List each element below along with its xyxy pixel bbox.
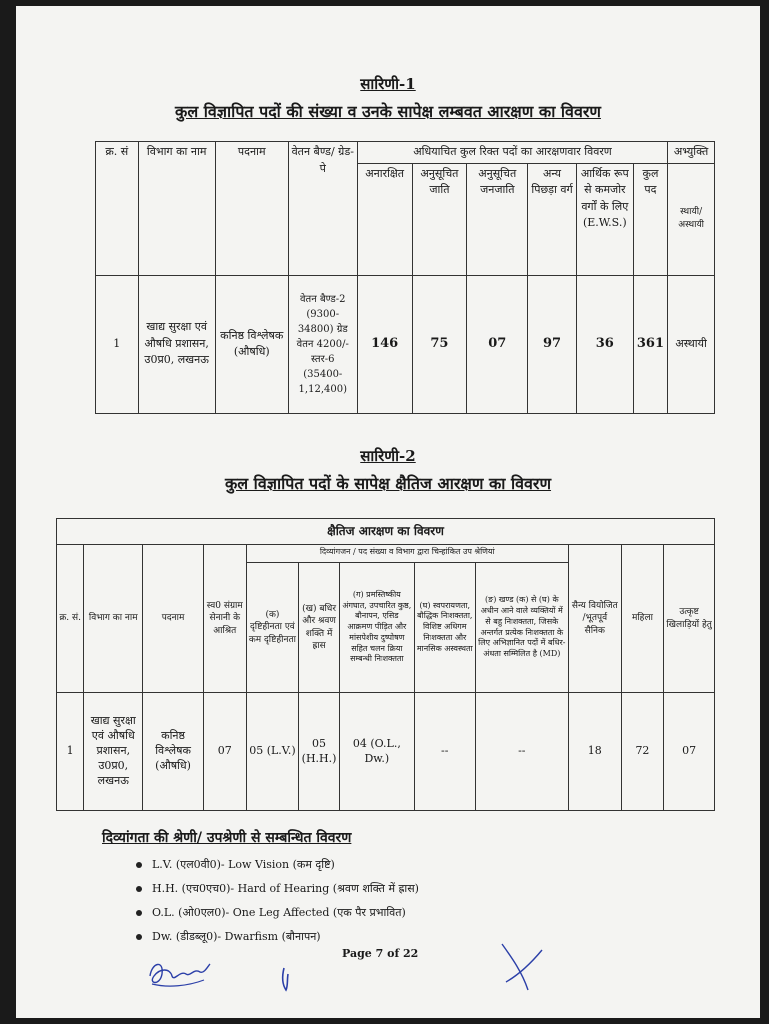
cell2-sports: 07 <box>664 693 715 811</box>
signature-initials-icon <box>144 954 214 994</box>
table1-title: कुल विज्ञापित पदों की संख्या व उनके सापेक्ष लम्बवत आरक्षण का विवरण <box>175 102 601 121</box>
table1-label: सारिणी-1 <box>360 75 416 93</box>
legend-item-text: H.H. (एच0एच0)- Hard of Hearing (श्रवण शक्ति में ह्रास) <box>152 882 419 895</box>
cell-total: 361 <box>633 275 668 413</box>
table2-heading <box>16 446 760 494</box>
cell2-kha: 05 (H.H.) <box>299 693 340 811</box>
cell2-ka: 05 (L.V.) <box>246 693 299 811</box>
cell-unreserved: 146 <box>357 275 412 413</box>
table1-heading <box>16 74 760 122</box>
cell2-army: 18 <box>568 693 621 811</box>
header2-kha: (ख) बधिर और श्रवण शक्ति में ह्रास <box>299 563 340 693</box>
cell2-women: 72 <box>621 693 664 811</box>
legend-title: दिव्यांगता की श्रेणी/ उपश्रेणी से सम्बन्धित विवरण <box>102 830 352 846</box>
header2-dept: विभाग का नाम <box>84 545 143 693</box>
legend-item-text: L.V. (एल0वी0)- Low Vision (कम दृष्टि) <box>152 858 335 871</box>
cell2-gha: -- <box>414 693 475 811</box>
cell-obc: 97 <box>528 275 577 413</box>
header-sc: अनुसूचित जाति <box>412 163 467 275</box>
header-group: अधियाचित कुल रिक्त पदों का आरक्षणवार विवरण <box>357 142 667 164</box>
header-post: पदनाम <box>215 142 288 276</box>
legend-item-text: Dw. (डीडब्लू0)- Dwarfism (बौनापन) <box>152 930 321 943</box>
legend-item <box>136 905 419 920</box>
header2-women: महिला <box>621 545 664 693</box>
bullet-icon <box>136 910 142 916</box>
legend-item <box>136 929 419 944</box>
bullet-icon <box>136 934 142 940</box>
cell-st: 07 <box>467 275 528 413</box>
cell2-ga: 04 (O.L., Dw.) <box>339 693 414 811</box>
cell2-sno: 1 <box>57 693 84 811</box>
table2-label: सारिणी-2 <box>360 447 416 465</box>
header-sno: क्र. सं <box>96 142 139 276</box>
legend-item <box>136 857 419 872</box>
header2-nga: (ङ) खण्ड (क) से (घ) के अधीन आने वाले व्यक्तियों में से बहु निःशक्तता, जिसके अन्तर्गत प्रत्येक निःशक्तता के लिए अभिज्ञानित पदों में बधिर-अंधता सम्मिलित है (MD) <box>475 563 568 693</box>
cell2-nga: -- <box>475 693 568 811</box>
header-st: अनुसूचित जनजाति <box>467 163 528 275</box>
cell-pay: वेतन बैण्ड-2 (9300-34800) ग्रेड वेतन 4200/- स्तर-6 (35400-1,12,400) <box>288 275 357 413</box>
header-obc: अन्य पिछड़ा वर्ग <box>528 163 577 275</box>
legend-item <box>136 881 419 896</box>
disability-legend <box>102 828 419 953</box>
cell-dept: खाद्य सुरक्षा एवं औषधि प्रशासन, उ0प्र0, लखनऊ <box>138 275 215 413</box>
bullet-icon <box>136 862 142 868</box>
header-pay: वेतन बैण्ड/ ग्रेड-पे <box>288 142 357 276</box>
header-total: कुल पद <box>633 163 668 275</box>
header2-post: पदनाम <box>143 545 204 693</box>
cell2-freedom: 07 <box>203 693 246 811</box>
header2-divyang-group: दिव्यांगजन / पद संख्या व विभाग द्वारा चिन्हांकित उप श्रेणियां <box>246 545 568 563</box>
table-row <box>57 693 715 811</box>
cell2-dept: खाद्य सुरक्षा एवं औषधि प्रशासन, उ0प्र0, लखनऊ <box>84 693 143 811</box>
table-row <box>96 275 715 413</box>
cell-sc: 75 <box>412 275 467 413</box>
header-status: स्थायी/ अस्थायी <box>668 163 715 275</box>
cell-ews: 36 <box>576 275 633 413</box>
legend-item-text: O.L. (ओ0एल0)- One Leg Affected (एक पैर प्रभावित) <box>152 906 406 919</box>
header-remark: अभ्युक्ति <box>668 142 715 164</box>
header-dept: विभाग का नाम <box>138 142 215 276</box>
cell-status: अस्थायी <box>668 275 715 413</box>
header-unreserved: अनारक्षित <box>357 163 412 275</box>
header2-ka: (क) दृष्टिहीनता एवं कम दृष्टिहीनता <box>246 563 299 693</box>
signature-cross-icon <box>498 938 548 998</box>
bullet-icon <box>136 886 142 892</box>
vertical-reservation-table <box>95 141 715 414</box>
header2-ga: (ग) प्रमस्तिष्कीय अंगघात, उपचारित कुष्ठ, बौनापन, एसिड आक्रमण पीड़ित और मांसपेशीय दुष्पोषण सहित चलन क्रिया सम्बन्धी निःशक्तता <box>339 563 414 693</box>
header2-sports: उत्कृष्ट खिलाड़ियों हेतु <box>664 545 715 693</box>
table2-title: कुल विज्ञापित पदों के सापेक्ष क्षैतिज आरक्षण का विवरण <box>224 474 552 493</box>
header-ews: आर्थिक रूप से कमजोर वर्गों के लिए (E.W.S.) <box>576 163 633 275</box>
cell2-post: कनिष्ठ विश्लेषक (औषधि) <box>143 693 204 811</box>
page-number: Page 7 of 22 <box>342 947 419 960</box>
horizontal-reservation-table <box>56 518 715 811</box>
cell-sno: 1 <box>96 275 139 413</box>
table2-caption: क्षैतिज आरक्षण का विवरण <box>57 519 715 545</box>
header2-freedom: स्व0 संग्राम सेनानी के आश्रित <box>203 545 246 693</box>
header2-army: सैन्य वियोजित /भूतपूर्व सैनिक <box>568 545 621 693</box>
signature-mark-icon <box>274 964 298 994</box>
header2-gha: (घ) स्वपरायणता, बौद्धिक निःशक्तता, विशिष्ट अधिगम निःशक्तता और मानसिक अस्वस्थता <box>414 563 475 693</box>
cell-post: कनिष्ठ विश्लेषक (औषधि) <box>215 275 288 413</box>
document-page <box>16 6 760 1018</box>
header2-sno: क्र. सं. <box>57 545 84 693</box>
